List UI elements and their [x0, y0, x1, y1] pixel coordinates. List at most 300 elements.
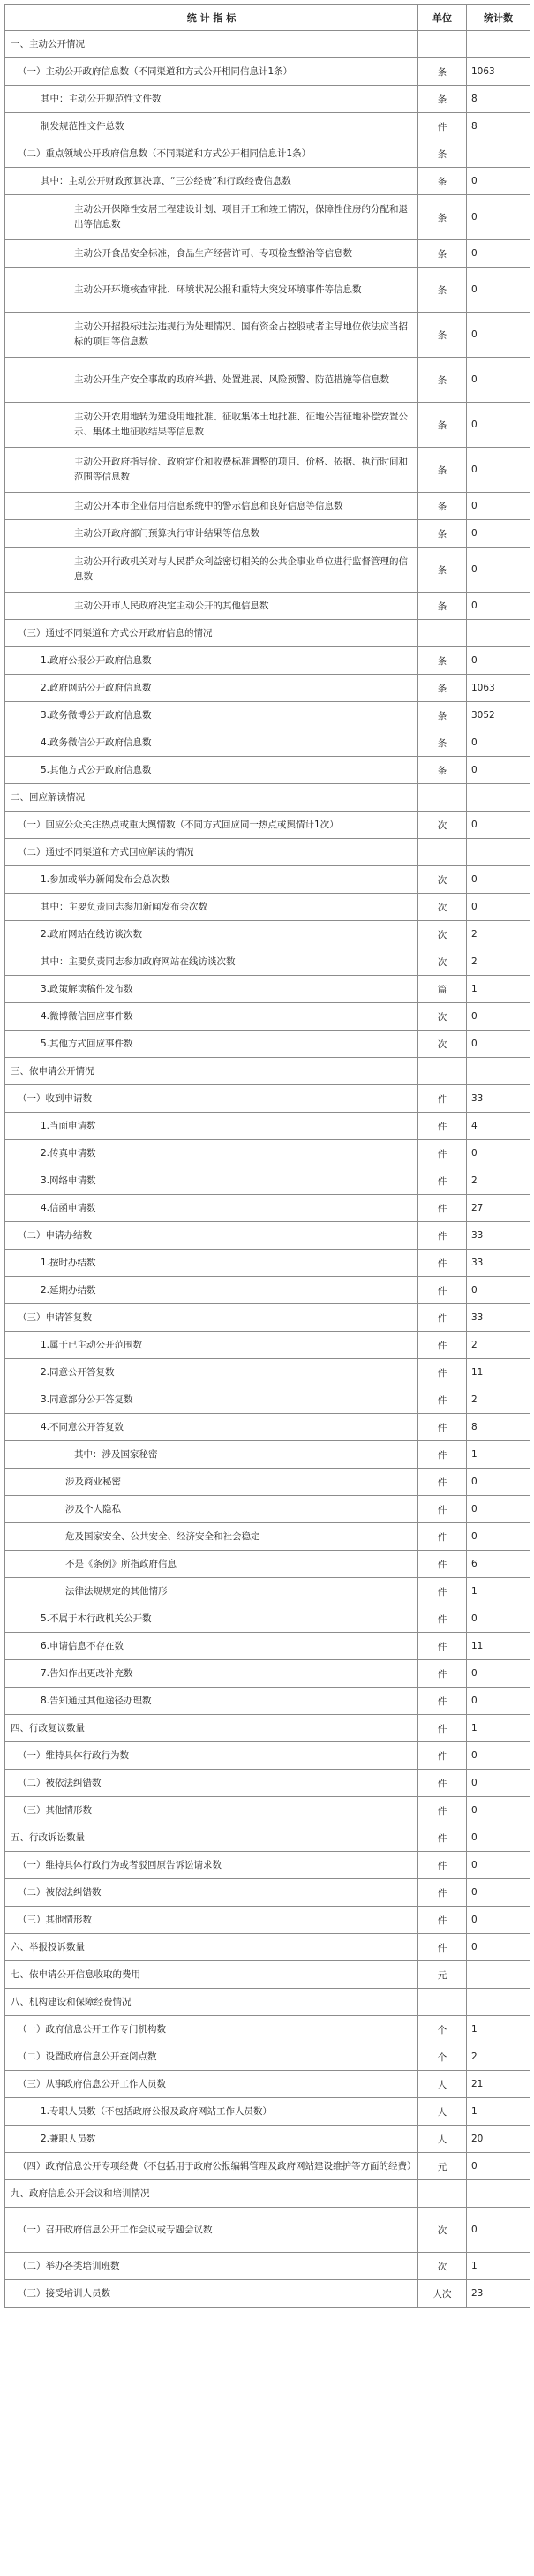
- table-row: [5, 1003, 530, 1031]
- row-unit: 次: [418, 2253, 467, 2280]
- row-indicator: （三）从事政府信息公开工作人员数: [5, 2071, 418, 2098]
- row-value: 0: [467, 1605, 530, 1633]
- row-indicator: （一）召开政府信息公开工作会议或专题会议数: [5, 2208, 418, 2253]
- table-row: [5, 1250, 530, 1277]
- table-row: [5, 1140, 530, 1167]
- table-row: [5, 1332, 530, 1359]
- table-row: [5, 1605, 530, 1633]
- table-row: [5, 2043, 530, 2071]
- row-indicator: （二）设置政府信息公开查阅点数: [5, 2043, 418, 2071]
- row-indicator: 主动公开市人民政府决定主动公开的其他信息数: [5, 593, 418, 620]
- row-indicator: 2.兼职人员数: [5, 2126, 418, 2153]
- table-row: [5, 240, 530, 268]
- row-value: 8: [467, 113, 530, 140]
- row-value: 0: [467, 520, 530, 548]
- row-indicator: 七、依申请公开信息收取的费用: [5, 1961, 418, 1989]
- table-row: [5, 195, 530, 240]
- row-unit: 条: [418, 358, 467, 403]
- row-value: 0: [467, 647, 530, 675]
- table-row: [5, 1715, 530, 1742]
- table-body: [5, 31, 530, 2308]
- table-row: [5, 313, 530, 358]
- row-indicator: （一）维持具体行政行为或者驳回原告诉讼请求数: [5, 1852, 418, 1879]
- row-unit: 次: [418, 866, 467, 894]
- row-value: 0: [467, 1879, 530, 1907]
- row-value: 2: [467, 921, 530, 948]
- table-row: [5, 921, 530, 948]
- row-unit: [418, 2180, 467, 2208]
- row-unit: 件: [418, 1770, 467, 1797]
- row-unit: 件: [418, 1304, 467, 1332]
- row-unit: 件: [418, 1824, 467, 1852]
- row-unit: 条: [418, 647, 467, 675]
- row-unit: 件: [418, 1879, 467, 1907]
- row-indicator: 1.按时办结数: [5, 1250, 418, 1277]
- row-unit: 人: [418, 2126, 467, 2153]
- table-row: [5, 2098, 530, 2126]
- row-indicator: 5.其他方式公开政府信息数: [5, 757, 418, 784]
- row-unit: 条: [418, 58, 467, 86]
- statistics-table: [4, 4, 530, 2308]
- table-row: [5, 1085, 530, 1113]
- table-row: [5, 1578, 530, 1605]
- row-indicator: （二）重点领域公开政府信息数（不同渠道和方式公开相同信息计1条）: [5, 140, 418, 168]
- row-indicator: 1.专职人员数（不包括政府公报及政府网站工作人员数）: [5, 2098, 418, 2126]
- row-unit: 件: [418, 1167, 467, 1195]
- row-value: 11: [467, 1359, 530, 1386]
- row-unit: 次: [418, 948, 467, 976]
- row-unit: 人: [418, 2071, 467, 2098]
- table-row: [5, 1989, 530, 2016]
- table-row: [5, 1934, 530, 1961]
- row-value: 4: [467, 1113, 530, 1140]
- row-unit: 件: [418, 1441, 467, 1469]
- table-row: [5, 976, 530, 1003]
- table-row: [5, 866, 530, 894]
- row-value: 1: [467, 2016, 530, 2043]
- row-value: 0: [467, 1770, 530, 1797]
- table-row: [5, 493, 530, 520]
- row-indicator: 4.微博微信回应事件数: [5, 1003, 418, 1031]
- row-unit: 件: [418, 113, 467, 140]
- row-indicator: 8.告知通过其他途径办理数: [5, 1688, 418, 1715]
- row-unit: 条: [418, 593, 467, 620]
- table-row: [5, 31, 530, 58]
- row-value: [467, 31, 530, 58]
- row-unit: 件: [418, 1907, 467, 1934]
- row-unit: 条: [418, 268, 467, 313]
- row-indicator: 六、举报投诉数量: [5, 1934, 418, 1961]
- table-row: [5, 948, 530, 976]
- row-unit: 条: [418, 313, 467, 358]
- table-row: [5, 757, 530, 784]
- row-indicator: （三）其他情形数: [5, 1797, 418, 1824]
- row-indicator: 其中：涉及国家秘密: [5, 1441, 418, 1469]
- table-row: [5, 86, 530, 113]
- row-unit: 个: [418, 2016, 467, 2043]
- row-unit: 条: [418, 448, 467, 493]
- row-indicator: 4.信函申请数: [5, 1195, 418, 1222]
- table-row: [5, 1031, 530, 1058]
- table-row: [5, 620, 530, 647]
- row-indicator: 1.属于已主动公开范围数: [5, 1332, 418, 1359]
- row-indicator: 五、行政诉讼数量: [5, 1824, 418, 1852]
- row-indicator: 2.政府网站公开政府信息数: [5, 675, 418, 702]
- row-value: 0: [467, 240, 530, 268]
- row-value: 0: [467, 1277, 530, 1304]
- row-unit: 件: [418, 1605, 467, 1633]
- row-unit: [418, 31, 467, 58]
- row-unit: 件: [418, 1277, 467, 1304]
- row-indicator: 6.申请信息不存在数: [5, 1633, 418, 1660]
- row-value: 0: [467, 403, 530, 448]
- row-value: 11: [467, 1633, 530, 1660]
- table-row: [5, 2208, 530, 2253]
- row-value: 2: [467, 948, 530, 976]
- row-unit: 件: [418, 1715, 467, 1742]
- row-indicator: 主动公开农用地转为建设用地批准、征收集体土地批准、征地公告征地补偿安置公示、集体土地征收结果等信息数: [5, 403, 418, 448]
- row-indicator: 一、主动公开情况: [5, 31, 418, 58]
- row-unit: 次: [418, 1031, 467, 1058]
- table-row: [5, 113, 530, 140]
- table-row: [5, 2153, 530, 2180]
- row-value: 8: [467, 1414, 530, 1441]
- row-indicator: 1.政府公报公开政府信息数: [5, 647, 418, 675]
- row-indicator: （一）政府信息公开工作专门机构数: [5, 2016, 418, 2043]
- row-unit: 件: [418, 1195, 467, 1222]
- row-unit: 个: [418, 2043, 467, 2071]
- row-value: [467, 620, 530, 647]
- row-value: 27: [467, 1195, 530, 1222]
- row-unit: 条: [418, 702, 467, 729]
- row-indicator: 主动公开政府指导价、政府定价和收费标准调整的项目、价格、依据、执行时间和范围等信息数: [5, 448, 418, 493]
- row-value: 1: [467, 976, 530, 1003]
- table-row: [5, 1797, 530, 1824]
- table-row: [5, 1633, 530, 1660]
- table-row: [5, 2016, 530, 2043]
- row-unit: 元: [418, 1961, 467, 1989]
- table-row: [5, 812, 530, 839]
- row-indicator: 4.不同意公开答复数: [5, 1414, 418, 1441]
- table-row: [5, 2280, 530, 2308]
- row-indicator: （四）政府信息公开专项经费（不包括用于政府公报编辑管理及政府网站建设维护等方面的经费）: [5, 2153, 418, 2180]
- row-unit: 条: [418, 757, 467, 784]
- row-value: 0: [467, 866, 530, 894]
- row-indicator: 四、行政复议数量: [5, 1715, 418, 1742]
- row-indicator: （一）回应公众关注热点或重大舆情数（不同方式回应同一热点或舆情计1次）: [5, 812, 418, 839]
- row-value: 1: [467, 1715, 530, 1742]
- row-indicator: 5.其他方式回应事件数: [5, 1031, 418, 1058]
- row-indicator: 涉及个人隐私: [5, 1496, 418, 1523]
- table-row: [5, 1469, 530, 1496]
- row-indicator: （二）通过不同渠道和方式回应解读的情况: [5, 839, 418, 866]
- row-value: 0: [467, 313, 530, 358]
- row-unit: 条: [418, 675, 467, 702]
- row-unit: 件: [418, 1359, 467, 1386]
- row-value: 6: [467, 1551, 530, 1578]
- table-row: [5, 1523, 530, 1551]
- row-unit: 件: [418, 1742, 467, 1770]
- table-row: [5, 784, 530, 812]
- row-unit: 件: [418, 1797, 467, 1824]
- row-indicator: （二）举办各类培训班数: [5, 2253, 418, 2280]
- table-row: [5, 1824, 530, 1852]
- row-unit: 人次: [418, 2280, 467, 2308]
- table-row: [5, 894, 530, 921]
- table-row: [5, 268, 530, 313]
- row-value: 0: [467, 1469, 530, 1496]
- row-value: 0: [467, 1660, 530, 1688]
- row-indicator: 1.参加或举办新闻发布会总次数: [5, 866, 418, 894]
- row-value: 0: [467, 894, 530, 921]
- row-value: 20: [467, 2126, 530, 2153]
- table-row: [5, 1879, 530, 1907]
- row-value: [467, 1058, 530, 1085]
- row-unit: 元: [418, 2153, 467, 2180]
- row-unit: 件: [418, 1688, 467, 1715]
- row-value: [467, 140, 530, 168]
- row-unit: [418, 1058, 467, 1085]
- row-indicator: 主动公开环境核查审批、环境状况公报和重特大突发环境事件等信息数: [5, 268, 418, 313]
- row-value: 0: [467, 548, 530, 593]
- row-indicator: 5.不属于本行政机关公开数: [5, 1605, 418, 1633]
- row-value: [467, 2180, 530, 2208]
- row-indicator: （二）被依法纠错数: [5, 1879, 418, 1907]
- row-indicator: 主动公开本市企业信用信息系统中的警示信息和良好信息等信息数: [5, 493, 418, 520]
- row-indicator: （三）接受培训人员数: [5, 2280, 418, 2308]
- row-value: [467, 839, 530, 866]
- row-indicator: 其中：主要负责同志参加新闻发布会次数: [5, 894, 418, 921]
- row-value: 0: [467, 1140, 530, 1167]
- row-indicator: （一）主动公开政府信息数（不同渠道和方式公开相同信息计1条）: [5, 58, 418, 86]
- table-row: [5, 548, 530, 593]
- row-unit: 条: [418, 240, 467, 268]
- table-row: [5, 1961, 530, 1989]
- row-value: 0: [467, 268, 530, 313]
- row-unit: 条: [418, 520, 467, 548]
- row-value: 0: [467, 1496, 530, 1523]
- row-unit: 件: [418, 1250, 467, 1277]
- row-unit: 次: [418, 921, 467, 948]
- row-value: 0: [467, 1523, 530, 1551]
- row-value: 1063: [467, 58, 530, 86]
- row-indicator: 主动公开政府部门预算执行审计结果等信息数: [5, 520, 418, 548]
- row-indicator: 涉及商业秘密: [5, 1469, 418, 1496]
- row-value: 0: [467, 757, 530, 784]
- row-value: 0: [467, 729, 530, 757]
- row-indicator: （三）通过不同渠道和方式公开政府信息的情况: [5, 620, 418, 647]
- table-row: [5, 1058, 530, 1085]
- row-indicator: 主动公开食品安全标准，食品生产经营许可、专项检查整治等信息数: [5, 240, 418, 268]
- row-indicator: 其中：主动公开财政预算决算、“三公经费”和行政经费信息数: [5, 168, 418, 195]
- row-indicator: 1.当面申请数: [5, 1113, 418, 1140]
- row-indicator: 2.传真申请数: [5, 1140, 418, 1167]
- row-value: 0: [467, 1797, 530, 1824]
- table-row: [5, 520, 530, 548]
- row-indicator: （一）维持具体行政行为数: [5, 1742, 418, 1770]
- row-indicator: 7.告知作出更改补充数: [5, 1660, 418, 1688]
- row-unit: [418, 784, 467, 812]
- row-value: 33: [467, 1085, 530, 1113]
- row-value: [467, 1989, 530, 2016]
- row-value: 3052: [467, 702, 530, 729]
- row-unit: 条: [418, 140, 467, 168]
- row-value: 2: [467, 1386, 530, 1414]
- row-value: 0: [467, 168, 530, 195]
- row-unit: 次: [418, 2208, 467, 2253]
- row-unit: 件: [418, 1523, 467, 1551]
- row-unit: 件: [418, 1113, 467, 1140]
- row-indicator: （三）其他情形数: [5, 1907, 418, 1934]
- row-value: 0: [467, 1003, 530, 1031]
- row-unit: 条: [418, 548, 467, 593]
- table-row: [5, 1907, 530, 1934]
- table-row: [5, 1496, 530, 1523]
- table-row: [5, 1277, 530, 1304]
- row-value: 1: [467, 1441, 530, 1469]
- row-unit: 件: [418, 1934, 467, 1961]
- row-value: 21: [467, 2071, 530, 2098]
- row-value: 0: [467, 195, 530, 240]
- row-value: [467, 1961, 530, 1989]
- row-value: 33: [467, 1304, 530, 1332]
- row-indicator: （二）被依法纠错数: [5, 1770, 418, 1797]
- row-unit: 条: [418, 195, 467, 240]
- header-indicator: 统 计 指 标: [5, 5, 418, 31]
- row-value: 0: [467, 593, 530, 620]
- row-indicator: 主动公开保障性安居工程建设计划、项目开工和竣工情况，保障性住房的分配和退出等信息数: [5, 195, 418, 240]
- row-value: 8: [467, 86, 530, 113]
- row-value: 0: [467, 1742, 530, 1770]
- table-row: [5, 647, 530, 675]
- row-indicator: 3.网络申请数: [5, 1167, 418, 1195]
- table-row: [5, 1551, 530, 1578]
- table-row: [5, 2126, 530, 2153]
- row-value: 33: [467, 1222, 530, 1250]
- table-row: [5, 1359, 530, 1386]
- row-indicator: 3.政务微博公开政府信息数: [5, 702, 418, 729]
- row-indicator: 八、机构建设和保障经费情况: [5, 1989, 418, 2016]
- row-unit: 件: [418, 1551, 467, 1578]
- row-indicator: 2.延期办结数: [5, 1277, 418, 1304]
- row-value: 2: [467, 1167, 530, 1195]
- row-unit: 件: [418, 1222, 467, 1250]
- row-value: 0: [467, 448, 530, 493]
- row-value: 0: [467, 1852, 530, 1879]
- table-header-row: [5, 5, 530, 31]
- row-value: 1: [467, 2253, 530, 2280]
- row-value: 0: [467, 1907, 530, 1934]
- table-row: [5, 1304, 530, 1332]
- row-unit: 条: [418, 403, 467, 448]
- row-unit: 篇: [418, 976, 467, 1003]
- table-row: [5, 1770, 530, 1797]
- table-row: [5, 1414, 530, 1441]
- row-indicator: （三）申请答复数: [5, 1304, 418, 1332]
- row-unit: 条: [418, 168, 467, 195]
- row-indicator: 三、依申请公开情况: [5, 1058, 418, 1085]
- table-row: [5, 593, 530, 620]
- row-value: 0: [467, 812, 530, 839]
- row-indicator: 不是《条例》所指政府信息: [5, 1551, 418, 1578]
- row-value: 0: [467, 493, 530, 520]
- row-unit: 条: [418, 493, 467, 520]
- table-row: [5, 448, 530, 493]
- table-row: [5, 839, 530, 866]
- row-value: 0: [467, 1824, 530, 1852]
- row-unit: 件: [418, 1085, 467, 1113]
- row-indicator: 九、政府信息公开会议和培训情况: [5, 2180, 418, 2208]
- row-value: 0: [467, 358, 530, 403]
- table-row: [5, 2180, 530, 2208]
- row-unit: 件: [418, 1414, 467, 1441]
- row-value: 1: [467, 2098, 530, 2126]
- row-indicator: （二）申请办结数: [5, 1222, 418, 1250]
- row-unit: 条: [418, 86, 467, 113]
- row-value: 1063: [467, 675, 530, 702]
- row-value: 0: [467, 1031, 530, 1058]
- row-indicator: 2.同意公开答复数: [5, 1359, 418, 1386]
- row-unit: 件: [418, 1140, 467, 1167]
- row-unit: [418, 620, 467, 647]
- table-row: [5, 702, 530, 729]
- header-unit: 单位: [418, 5, 467, 31]
- table-row: [5, 729, 530, 757]
- table-row: [5, 2071, 530, 2098]
- table-row: [5, 1386, 530, 1414]
- row-value: 33: [467, 1250, 530, 1277]
- row-unit: 件: [418, 1469, 467, 1496]
- row-indicator: 4.政务微信公开政府信息数: [5, 729, 418, 757]
- row-unit: 次: [418, 894, 467, 921]
- row-unit: 件: [418, 1496, 467, 1523]
- row-indicator: 主动公开生产安全事故的政府举措、处置进展、风险预警、防范措施等信息数: [5, 358, 418, 403]
- row-indicator: 其中：主要负责同志参加政府网站在线访谈次数: [5, 948, 418, 976]
- row-indicator: 制发规范性文件总数: [5, 113, 418, 140]
- table-row: [5, 2253, 530, 2280]
- row-unit: 件: [418, 1852, 467, 1879]
- row-unit: 条: [418, 729, 467, 757]
- table-row: [5, 675, 530, 702]
- row-indicator: 其中：主动公开规范性文件数: [5, 86, 418, 113]
- row-unit: 次: [418, 1003, 467, 1031]
- row-indicator: 危及国家安全、公共安全、经济安全和社会稳定: [5, 1523, 418, 1551]
- row-unit: 次: [418, 812, 467, 839]
- table-row: [5, 1222, 530, 1250]
- table-row: [5, 140, 530, 168]
- row-unit: 件: [418, 1633, 467, 1660]
- row-value: 0: [467, 2153, 530, 2180]
- row-unit: 件: [418, 1660, 467, 1688]
- row-value: 2: [467, 2043, 530, 2071]
- table-row: [5, 403, 530, 448]
- row-indicator: 3.同意部分公开答复数: [5, 1386, 418, 1414]
- table-row: [5, 1688, 530, 1715]
- row-unit: 人: [418, 2098, 467, 2126]
- row-indicator: 主动公开行政机关对与人民群众利益密切相关的公共企事业单位进行监督管理的信息数: [5, 548, 418, 593]
- row-unit: 件: [418, 1578, 467, 1605]
- row-value: 23: [467, 2280, 530, 2308]
- table-row: [5, 1660, 530, 1688]
- row-indicator: （一）收到申请数: [5, 1085, 418, 1113]
- table-row: [5, 1742, 530, 1770]
- table-row: [5, 1113, 530, 1140]
- row-value: 0: [467, 1934, 530, 1961]
- table-row: [5, 1852, 530, 1879]
- row-indicator: 2.政府网站在线访谈次数: [5, 921, 418, 948]
- row-value: 0: [467, 2208, 530, 2253]
- row-unit: [418, 1989, 467, 2016]
